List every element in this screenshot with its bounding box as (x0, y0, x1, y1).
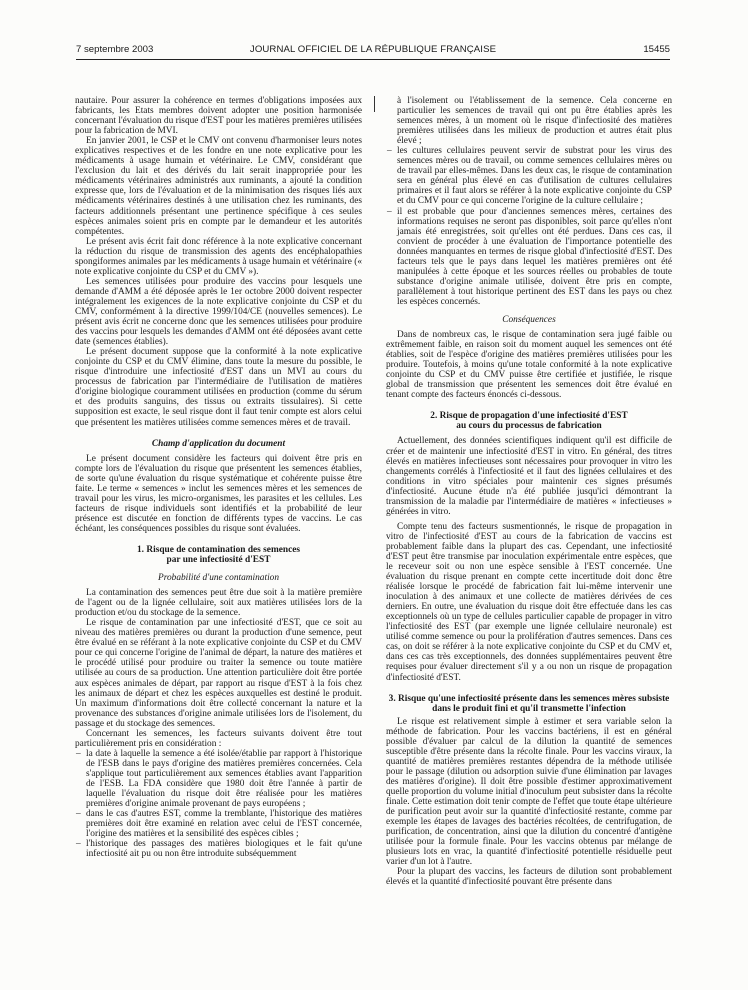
list-item: – l'historique des passages des matières biologiques et le fait qu'une infectiosité ait pu ou non être introduite subséquemment (75, 839, 362, 859)
paragraph: En janvier 2001, le CSP et le CMV ont convenu d'harmoniser leurs notes explicatives respectives et de les fondre en une note explicative pour les médicaments à usage humain et vétérinaire. Le CMV, considérant que l'exclusion du lait et des dérivés du lait serait inappropriée pour les médicaments vétérinaires administrés aux ruminants, a ajouté la condition expresse que, lors de l'évaluation et de la minimisation des risques liés aux médicaments vétérinaires destinés à une utilisation chez les ruminants, des facteurs additionnels présentant une pertinence spécifique à ces seules espèces animales soient pris en compte par le demandeur et les autorités compétentes. (75, 136, 362, 237)
subheading-probability: Probabilité d'une contamination (157, 573, 280, 584)
paragraph: Le risque de contamination par une infectiosité d'EST, que ce soit au niveau des matières premières ou durant la production d'une semence, peut être évalué en se référant à la note explicative conjointe du CSP et du CMV pour ce qui concerne l'origine de l'animal de départ, la nature des matières et le procédé utilisé pour produire ou traiter la semence ou toute matière utilisée au cours de sa production. Une attention particulière doit être portée aux espèces animales de départ, par rapport au risque d'EST à la fois chez les animaux de départ et chez les espèces auxquelles est destiné le produit. Un maximum d'informations doit être collecté concernant la nature et la provenance des substances d'origine animale utilisées lors de l'isolement, du passage et du stockage des semences. (75, 618, 362, 729)
factor-list-continued (386, 146, 672, 307)
section-heading-2-line2: au cours du processus de fabrication (456, 421, 602, 432)
subheading-consequences: Conséquences (502, 314, 556, 325)
paragraph: Dans de nombreux cas, le risque de contamination sera jugé faible ou extrêmement faible, en raison soit du moment auquel les semences ont été établies, soit de l'espèce d'origine des matières premières utilisées pour les produire. Toutefois, à moins qu'une totale conformité à la note explicative conjointe du CSP et du CMV puisse être certifiée et justifiée, le risque global de transmission que présentent les semences doit être évalué en tenant compte des facteurs énoncés ci-dessous. (386, 330, 672, 401)
section-heading-3: 3. Risque qu'une infectiosité présente dans les semences mères subsiste dans le produit fini et qu'il transmette l'infection (388, 693, 670, 714)
paragraph: Pour la plupart des vaccins, les facteurs de dilution sont probablement élevés et la quantité d'infectiosité pouvant être présente dans (386, 867, 672, 888)
paragraph: Le risque est relativement simple à estimer et sera variable selon la méthode de fabrication. Pour les vaccins bactériens, il est en général possible d'évaluer par calcul de la dilution la quantité de semences susceptible d'être présente dans la récolte finale. Pour les vaccins viraux, la quantité de matières premières restantes dépendra de la méthode utilisée pour le passage (dilution ou adsorption suivie d'une élimination par lavages des matières d'origine). Il doit être possible d'estimer approximativement quelle proportion du volume initial d'inoculum peut subsister dans la récolte finale. Cette estimation doit tenir compte de l'effet que toute étape ultérieure de purification peut avoir sur la quantité d'infectiosité restante, comme par exemple les étapes de lavages des bactéries récoltées, de centrifugation, de purification, de concentration, ainsi que la dilution du concentré d'antigène utilisée pour la formule finale. Pour les vaccins obtenus par mélange de plusieurs lots en vrac, la quantité d'infectiosité potentielle résiduelle peut varier d'un lot à l'autre. (386, 716, 672, 868)
right-column (386, 96, 672, 887)
paragraph: Le présent document considère les facteurs qui doivent être pris en compte lors de l'évaluation du risque que présentent les semences établies, de sorte qu'une évaluation du risque systématique et cohérente puisse être faite. Le terme « semences » inclut les semences mères et les semences de travail pour les virus, les micro-organismes, les parasites et les cellules. Les facteurs de risque individuels sont identifiés et la probabilité de leur présence est discutée en fonction de différents types de vaccins. Le cas échéant, les conséquences possibles du risque sont évaluées. (75, 453, 362, 534)
paragraph: nautaire. Pour assurer la cohérence en termes d'obligations imposées aux fabricants, les Etats membres doivent adopter une position harmonisée concernant l'évaluation du risque d'EST pour les matières premières utilisées pour la fabrication de MVI. (75, 96, 362, 137)
header-journal-title: JOURNAL OFFICIEL DE LA RÉPUBLIQUE FRANÇAISE (249, 44, 497, 55)
header-rule (76, 59, 670, 60)
paragraph: Concernant les semences, les facteurs suivants doivent être tout particulièrement pris en considération : (75, 728, 362, 749)
section-heading-1-line2: par une infectiosité d'EST (166, 555, 271, 566)
paragraph: Compte tenu des facteurs susmentionnés, le risque de propagation in vitro de l'infectiosité d'EST au cours de la fabrication de vaccins est probablement faible dans la plupart des cas. Cependant, une infectiosité d'EST peut être transmise par inoculation expérimentale entre espèces, que le receveur soit ou non une espèce sensible à l'EST concernée. Une évaluation du risque prenant en compte cette incertitude doit donc être réalisée lorsque le procédé de fabrication fait lui-même intervenir une inoculation à des animaux et une collecte de matières dérivées de ces derniers. En outre, une évaluation du risque doit être effectuée dans les cas exceptionnels où un type de cellules particulier capable de propager in vitro l'infectiosité des EST (par exemple une lignée cellulaire neuronale) est utilisé comme semence ou pour la prolifération d'autres semences. Dans ces cas, on doit se référer à la note explicative conjointe du CSP et du CMV et, dans ces cas très exceptionnels, des données supplémentaires peuvent être requises pour évaluer directement s'il y a ou non un risque de propagation d'infectiosité d'EST. (386, 521, 672, 683)
list-item: – dans le cas d'autres EST, comme la tremblante, l'historique des matières premières doit être examiné en relation avec celui de l'EST concernée, l'origine des matières et la sensibilité des espèces cibles ; (75, 809, 362, 839)
header-page-number: 15455 (643, 44, 670, 55)
list-item: – il est probable que pour d'anciennes semences mères, certaines des informations requises ne seront pas disponibles, soit parce qu'elles n'ont jamais été enregistrées, soit qu'elles ont été perdues. Dans ces cas, il convient de procéder à une évaluation de l'importance potentielle des données manquantes en termes de risque global d'infectiosité d'EST. Des facteurs tels que le pays dans lequel les matières premières ont été manipulées à cette époque et les sources réelles ou probables de toute substance d'origine animale utilisée, doivent être pris en compte, parallèlement à tout historique pertinent des EST dans les pays ou chez les espèces concernés. (386, 207, 672, 307)
list-continuation: à l'isolement ou l'établissement de la semence. Cela concerne en particulier les semences de travail qui ont pu être établies après les semences mères, à un moment où le risque d'infectiosité des matières premières utilisées dans les milieux de production et autres était plus élevé ; (397, 96, 672, 147)
list-item: – les cultures cellulaires peuvent servir de substrat pour les virus des semences mères ou de travail, ou comme semences cellulaires mères ou de travail par elles-mêmes. Dans les deux cas, le risque de contamination sera en général plus élevé en cas d'utilisation de cultures cellulaires primaires et il faut alors se référer à la note explicative conjointe du CSP et du CMV pour ce qui concerne l'origine de la culture cellulaire ; (386, 146, 672, 206)
paragraph: La contamination des semences peut être due soit à la matière première de l'agent ou de la lignée cellulaire, soit aux matières utilisées lors de la production et/ou du stockage de la semence. (75, 588, 362, 619)
list-item: – la date à laquelle la semence a été isolée/établie par rapport à l'historique de l'ESB dans le pays d'origine des matières premières concernées. Cela s'applique tout particulièrement aux semences établies avant l'apparition de l'ESB. La FDA considère que 1980 doit être l'année à partir de laquelle l'évaluation du risque doit être réalisée pour les matières premières d'origine animale provenant de pays européens ; (75, 749, 362, 809)
paragraph: Le présent document suppose que la conformité à la note explicative conjointe du CSP et du CMV élimine, dans toute la mesure du possible, le risque d'introduire une infectiosité d'EST dans un MVI au cours du processus de fabrication par l'intermédiaire de l'utilisation de matières d'origine biologique couramment utilisées en production (comme du sérum et des produits sanguins, des tissus ou extraits tissulaires). Si cette supposition est exacte, le seul risque dont il faut tenir compte est alors celui que présentent les matières utilisées comme semences mères et de travail. (75, 347, 362, 428)
section-heading-1-line1: 1. Risque de contamination des semences (137, 544, 300, 555)
section-heading-2-line1: 2. Risque de propagation d'une infectiosité d'EST (430, 411, 628, 422)
page-header (76, 44, 670, 60)
header-date: 7 septembre 2003 (76, 44, 154, 55)
left-column (75, 96, 362, 859)
factor-list (75, 749, 362, 860)
section-heading-scope: Champ d'application du document (151, 438, 286, 449)
column-separator (374, 96, 375, 112)
paragraph: Actuellement, des données scientifiques indiquent qu'il est difficile de créer et de maintenir une infectiosité d'EST in vitro. En général, des titres élevés en matières infectieuses sont nécessaires pour provoquer in vitro les changements corrélés à l'infectiosité et il faut des lignées cellulaires et des conditions in vitro spéciales pour maintenir ces signes présumés d'infectiosité. Aucune étude n'a été publiée jusqu'ici démontrant la transmission de la maladie par l'intermédiaire de matières « infectieuses » générées in vitro. (386, 436, 672, 517)
paragraph: Les semences utilisées pour produire des vaccins pour lesquels une demande d'AMM a été déposée après le 1er octobre 2000 doivent respecter intégralement les exigences de la note explicative conjointe du CSP et du CMV, conformément à la directive 1999/104/CE (nouvelles semences). Le présent avis écrit ne concerne donc que les semences utilisées pour produire des vaccins pour lesquels les demandes d'AMM ont été déposées avant cette date (semences établies). (75, 276, 362, 348)
paragraph: Le présent avis écrit fait donc référence à la note explicative concernant la réduction du risque de transmission des agents des encéphalopathies spongiformes animales par les médicaments à usage humain et vétérinaire (« note explicative conjointe du CSP et du CMV »). (75, 236, 362, 277)
